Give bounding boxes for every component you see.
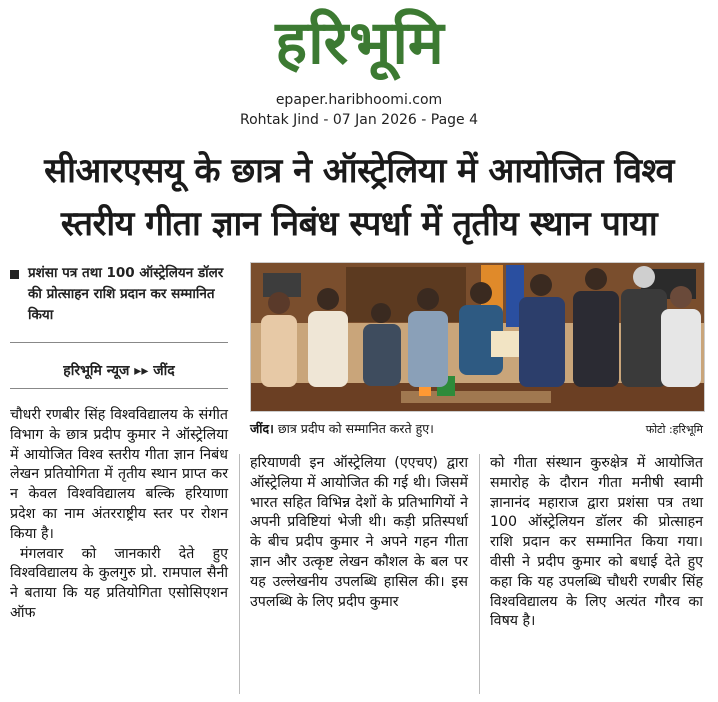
headline-line-2: स्तरीय गीता ज्ञान निबंध स्पर्धा में तृतीय स्थान पाया <box>60 204 658 244</box>
bullet-square-icon <box>10 270 19 279</box>
article-paragraph: चौधरी रणबीर सिंह विश्वविद्यालय के संगीत विभाग के छात्र प्रदीप कुमार ने ऑस्ट्रेलिया में आयोजित विश्व स्तरीय गीता ज्ञान निबंध लेखन प्रतियोगिता में तृतीय स्थान प्राप्त कर न केवल विश्वविद्यालय बल्कि हरियाणा प्रदेश का नाम अंतरराष्ट्रीय स्तर पर रोशन किया है। <box>10 407 228 542</box>
photo-caption <box>250 420 703 440</box>
divider <box>10 388 228 389</box>
column-divider <box>479 454 480 694</box>
masthead <box>0 0 718 134</box>
highlight-text: प्रशंसा पत्र तथा 100 ऑस्ट्रेलियन डॉलर की प्रोत्साहन राशि प्रदान कर सम्मानित किया <box>28 265 224 323</box>
column-divider <box>239 454 240 694</box>
haribhoomi-logo[interactable]: हरिभूमि <box>275 8 445 78</box>
article-column-1 <box>10 406 228 624</box>
headline-line-1: सीआरएसयू के छात्र ने ऑस्ट्रेलिया में आयोजित विश्व <box>44 151 674 191</box>
photo-credit: फोटो :हरिभूमि <box>645 423 703 436</box>
caption-text: छात्र प्रदीप को सम्मानित करते हुए। <box>277 421 434 436</box>
article-paragraph: हरियाणवी इन ऑस्ट्रेलिया (एएचए) द्वारा ऑस्ट्रेलिया में आयोजित की गई थी। जिसमें भारत सहित विभिन्न देशों के प्रतिभागियों ने अपनी प्रविष्टियां भेजी थी। कड़ी प्रतिस्पर्धा के बीच प्रदीप कुमार ने अपने गहन गीता ज्ञान और उत्कृष्ट लेखन कौशल के बल पर यह उल्लेखनीय उपलब्धि हासिल की। इस उपलब्धि के लिए प्रदीप कुमार <box>250 455 468 610</box>
news-photo[interactable] <box>250 262 705 412</box>
site-url[interactable]: epaper.haribhoomi.com <box>275 92 443 108</box>
caption-place: जींद। <box>250 421 274 436</box>
edition-line: Rohtak Jind - 07 Jan 2026 - Page 4 <box>239 112 479 128</box>
article-column-3 <box>490 454 703 632</box>
article-paragraph: को गीता संस्थान कुरुक्षेत्र में आयोजित समारोह के दौरान गीता मनीषी स्वामी ज्ञानानंद महाराज द्वारा प्रशंसा पत्र तथा 100 ऑस्ट्रेलियन डॉलर की प्रोत्साहन राशि प्रदान कर सम्मानित किया गया। वीसी ने प्रदीप कुमार को बधाई देते हुए कहा कि यह उपलब्धि चौधरी रणबीर सिंह विश्वविद्यालय के लिए अत्यंत गौरव का विषय है। <box>490 455 703 630</box>
divider <box>10 342 228 343</box>
byline: हरिभूमि न्यूज ▸▸ जींद <box>63 363 175 379</box>
photo-illustration <box>251 263 704 411</box>
article-column-2 <box>250 454 468 612</box>
article-paragraph: मंगलवार को जानकारी देते हुए विश्वविद्यालय के कुलगुरु प्रो. रामपाल सैनी ने बताया कि यह प्रतियोगिता एसोसिएशन ऑफ <box>10 545 228 621</box>
